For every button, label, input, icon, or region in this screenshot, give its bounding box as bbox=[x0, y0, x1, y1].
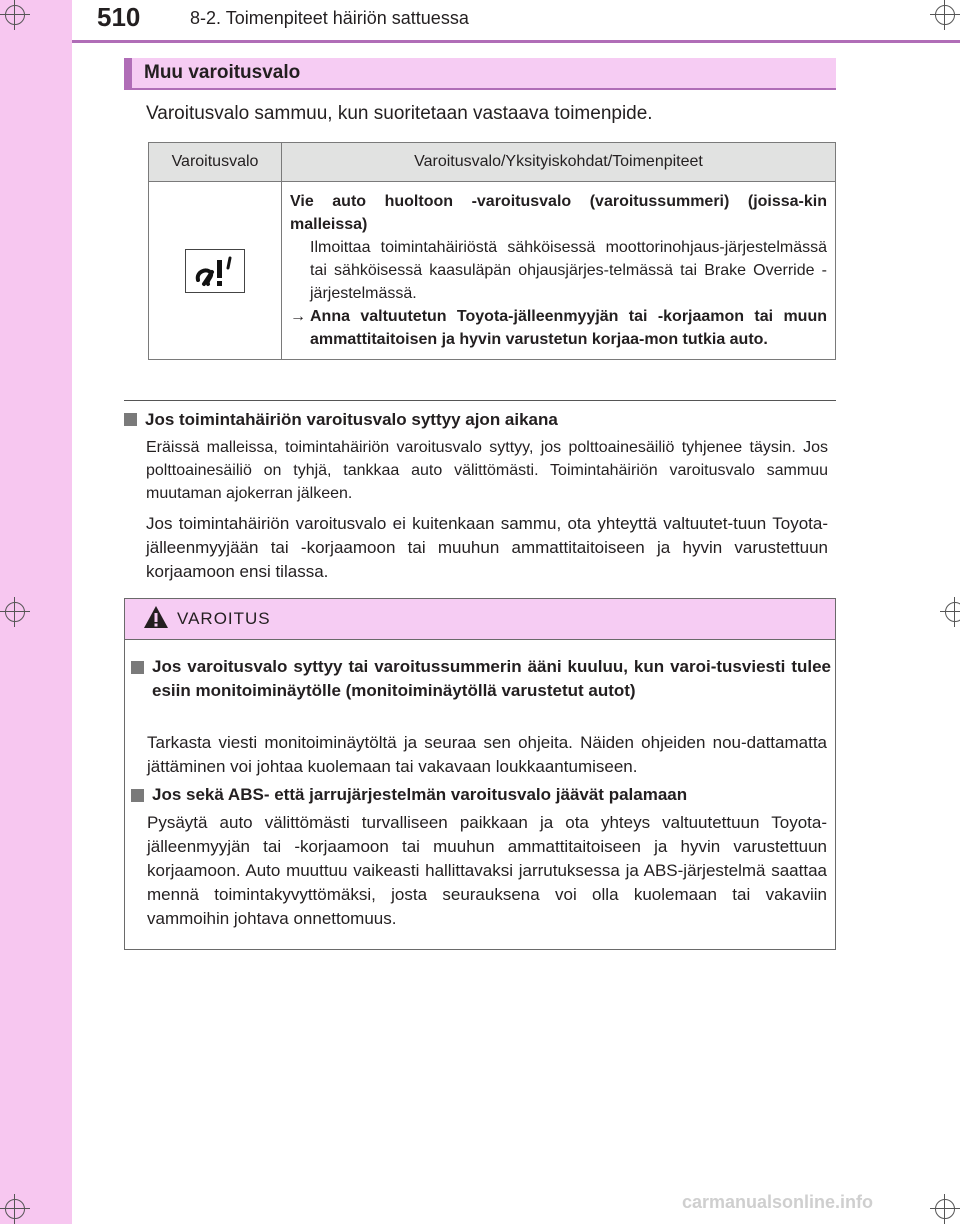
caution-item-1-title: Jos varoitusvalo syttyy tai varoitussummerin ääni kuuluu, kun varoi-tusviesti tulee esiin monitoiminäytölle (monitoiminäytöllä varustetut autot) bbox=[152, 657, 831, 700]
subsection-paragraph-1: Eräissä malleissa, toimintahäiriön varoitusvalo syttyy, jos polttoainesäiliö tyhjenee täysin. Jos polttoainesäiliö on tyhjä, tankkaa auto välittömästi. Toimintahäiriön varoitusvalo sammuu muutaman ajokerran jälkeen. bbox=[146, 439, 828, 502]
warning-action-text: Anna valtuutetun Toyota-jälleenmyyjän tai -korjaamon tai muun ammattitaitoisen ja hyvin varustetun korjaa-mon tutkia auto. bbox=[310, 308, 827, 348]
chapter-title: 8-2. Toimenpiteet häiriön sattuessa bbox=[190, 8, 469, 28]
caution-item-1-heading bbox=[131, 655, 831, 703]
page-number: 510 bbox=[97, 2, 141, 32]
caution-header bbox=[125, 599, 835, 640]
table-cell-icon bbox=[149, 182, 282, 360]
caution-item-1-text: Tarkasta viesti monitoiminäytöltä ja seuraa sen ohjeita. Näiden ohjeiden nou-dattamatta jättäminen voi johtaa kuolemaan tai vakavaan loukkaantumiseen. bbox=[147, 733, 827, 776]
subsection-heading bbox=[124, 410, 558, 430]
crop-mark-bottom-left bbox=[0, 1194, 30, 1224]
caution-item-2-heading bbox=[131, 783, 831, 807]
square-bullet-icon bbox=[131, 661, 144, 674]
warning-action bbox=[290, 305, 827, 351]
table-header-row bbox=[149, 143, 836, 182]
warning-body: Ilmoittaa toimintahäiriöstä sähköisessä moottorinohjaus-järjestelmässä tai sähköisessä kaasuläpän ohjausjärjes-telmässä tai Brake Override -järjestelmässä. bbox=[310, 239, 827, 302]
square-bullet-icon bbox=[124, 413, 137, 426]
subsection-paragraph-2: Jos toimintahäiriön varoitusvalo ei kuitenkaan sammu, ota yhteyttä valtuutet-tuun Toyota-jälleenmyyjään tai -korjaamoon tai muuhun ammattitaitoiseen ja hyvin varustettuun korjaamoon ensi tilassa. bbox=[146, 514, 828, 581]
warning-triangle-icon bbox=[143, 605, 169, 629]
caution-box bbox=[124, 598, 836, 950]
section-heading-bar bbox=[124, 58, 132, 90]
table-header-light: Varoitusvalo bbox=[149, 143, 282, 182]
service-warning-icon bbox=[185, 249, 245, 293]
caution-item-2-title: Jos sekä ABS- että jarrujärjestelmän varoitusvalo jäävät palamaan bbox=[152, 785, 688, 804]
section-divider bbox=[124, 400, 836, 401]
crop-mark-top-right bbox=[930, 0, 960, 30]
caution-label: VAROITUS bbox=[177, 609, 271, 628]
warning-light-table bbox=[148, 142, 836, 360]
table-cell-description bbox=[282, 182, 836, 360]
subsection-title: Jos toimintahäiriön varoitusvalo syttyy ajon aikana bbox=[145, 410, 558, 429]
watermark: carmanualsonline.info bbox=[682, 1192, 874, 1212]
arrow-icon: → bbox=[290, 308, 306, 325]
warning-title: Vie auto huoltoon -varoitusvalo (varoitussummeri) (joissa-kin malleissa) bbox=[290, 193, 827, 233]
table-row bbox=[149, 182, 836, 360]
section-title: Muu varoitusvalo bbox=[144, 62, 301, 83]
section-heading bbox=[124, 58, 836, 90]
crop-mark-mid-left bbox=[0, 597, 30, 627]
table-header-details: Varoitusvalo/Yksityiskohdat/Toimenpiteet bbox=[282, 143, 836, 182]
crop-mark-mid-right bbox=[940, 597, 960, 627]
crop-mark-bottom-right bbox=[930, 1194, 960, 1224]
caution-item-2-text: Pysäytä auto välittömästi turvalliseen paikkaan ja ota yhteys valtuutettuun Toyota-jälleenmyyjän tai -korjaamoon tai muuhun ammattitaitoiseen ja hyvin varustettuun korjaamoon. Auto muuttuu vaikeasti hallittavaksi jarrutuksessa ja ABS-järjestelmä saattaa mennä toimintakyvyttömäksi, josta seurauksena voi olla kuolemaan tai vakaviin vammoihin johtava onnettomuus. bbox=[147, 813, 827, 928]
square-bullet-icon bbox=[131, 789, 144, 802]
header-rule bbox=[72, 40, 960, 43]
crop-mark-top-left bbox=[0, 0, 30, 30]
section-intro: Varoitusvalo sammuu, kun suoritetaan vastaava toimenpide. bbox=[146, 103, 653, 124]
